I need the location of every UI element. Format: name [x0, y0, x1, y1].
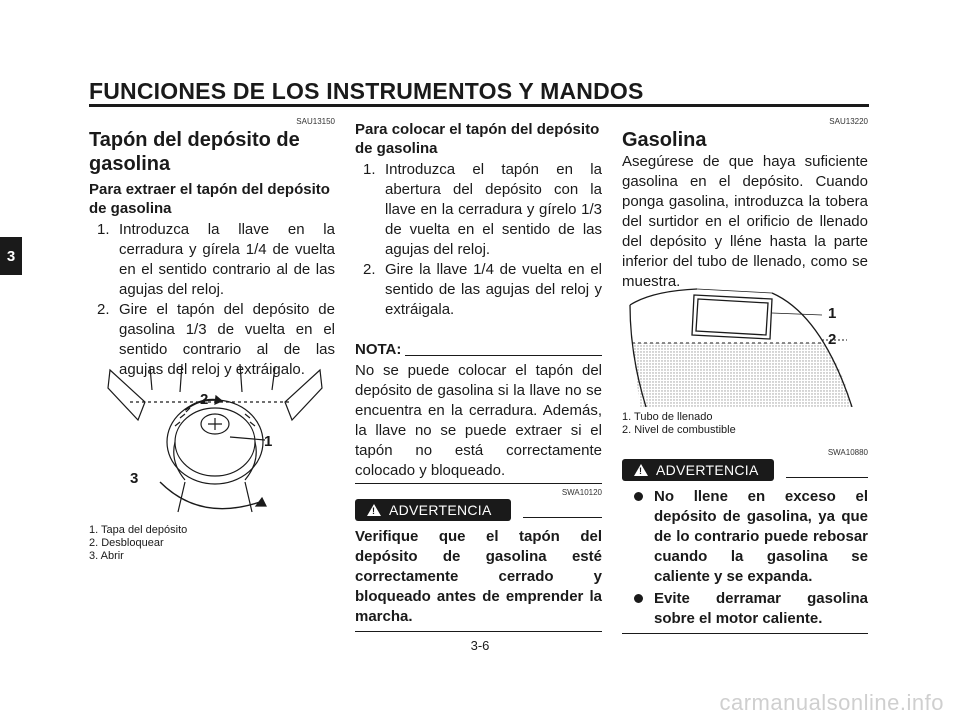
figure-label: 2 — [200, 391, 209, 408]
figure-label: 3 — [130, 470, 139, 487]
figure-label: 1 — [828, 305, 837, 322]
bullet-dot — [634, 492, 643, 501]
figure-label: 2 — [828, 331, 837, 348]
warning-badge — [355, 499, 511, 521]
note-end-rule — [355, 483, 602, 484]
caption-line: 3. Abrir — [89, 550, 124, 562]
steps-list — [355, 160, 602, 320]
step-item: 2. Gire la llave 1/4 de vuelta en el sentido de las agujas del reloj y extráigala. — [363, 261, 602, 318]
steps-list — [89, 220, 335, 380]
section-subtitle: Para extraer el tapón del depósito de gasolina — [89, 181, 330, 217]
bullet-dot — [634, 594, 643, 603]
section-subtitle: Para colocar el tapón del depósito de gasolina — [355, 121, 600, 157]
note-heading — [355, 340, 602, 359]
warning-badge — [622, 459, 774, 481]
section-code: SAU13220 — [829, 117, 868, 126]
step-item: 1. Introduzca el tapón en la abertura del depósito con la llave en la cerradura y gírelo 1/3 de vuelta en el sentido de las agujas del reloj. — [363, 161, 602, 258]
caption-line: 2. Nivel de combustible — [622, 424, 736, 436]
warning-bullets — [622, 487, 868, 629]
figure-label: 1 — [264, 433, 273, 450]
warning-end-rule — [355, 631, 602, 632]
warning-bullet: Evite derramar gasolina sobre el motor caliente. — [622, 589, 868, 629]
section-title: Gasolina — [622, 129, 707, 151]
filler-tube-illustration — [622, 285, 868, 407]
warning-header — [355, 499, 602, 521]
warning-icon: ! — [634, 464, 648, 476]
figure-captions — [89, 524, 335, 563]
figure-captions — [622, 411, 868, 437]
warning-label: ADVERTENCIA — [656, 462, 759, 478]
section-header-title: FUNCIONES DE LOS INSTRUMENTOS Y MANDOS — [89, 78, 644, 104]
header-rule — [89, 104, 869, 107]
watermark: carmanualsonline.info — [719, 690, 944, 715]
warning-bullet: No llene en exceso el depósito de gasolina, ya que de lo contrario puede rebosar cuando la gasolina se caliente y se expanda. — [622, 487, 868, 587]
fuel-cap-illustration — [90, 362, 336, 522]
warning-rule — [786, 477, 868, 478]
section-body: Asegúrese de que haya suficiente gasolina en el depósito. Cuando ponga gasolina, introduzca la tobera del surtidor en el orificio de llenado del depósito y lléne hasta la parte inferior del tubo de llenado, como se muestra. — [622, 153, 868, 290]
warning-code: SWA10120 — [561, 488, 602, 497]
caption-line: 1. Tubo de llenado — [622, 411, 713, 423]
warning-label: ADVERTENCIA — [389, 502, 492, 518]
warning-end-rule — [622, 633, 868, 634]
note-label: NOTA: — [355, 341, 402, 358]
column-3 — [622, 117, 868, 292]
column-1 — [89, 117, 335, 380]
chapter-tab: 3 — [0, 237, 22, 275]
warning-text: Verifique que el tapón del depósito de gasolina esté correctamente cerrado y bloqueado antes de emprender la marcha. — [355, 528, 602, 625]
note-text: No se puede colocar el tapón del depósito de gasolina si la llave no se encuentra en la cerradura. Además, la llave no se puede extraer si el tapón no está correctamente colocado y bloqueado. — [355, 362, 602, 479]
warning-header — [622, 459, 868, 481]
note-rule — [405, 355, 602, 356]
section-code: SAU13150 — [296, 117, 335, 126]
warning-icon: ! — [367, 504, 381, 516]
section-title: Tapón del depósito de gasolina — [89, 129, 300, 175]
caption-line: 2. Desbloquear — [89, 537, 164, 549]
page-number: 3-6 — [470, 638, 490, 653]
warning-code: SWA10880 — [827, 448, 868, 457]
step-item: 1. Introduzca la llave en la cerradura y gírela 1/4 de vuelta en el sentido contrario al de las agujas del reloj. — [97, 221, 335, 298]
column-2 — [355, 120, 602, 632]
caption-line: 1. Tapa del depósito — [89, 524, 188, 536]
step-item: 2. Gire el tapón del depósito de gasolina 1/3 de vuelta en el sentido contrario al de las agujas del reloj y extráigalo. — [97, 301, 335, 378]
warning-rule — [523, 517, 602, 518]
column-3-warning — [622, 448, 868, 634]
